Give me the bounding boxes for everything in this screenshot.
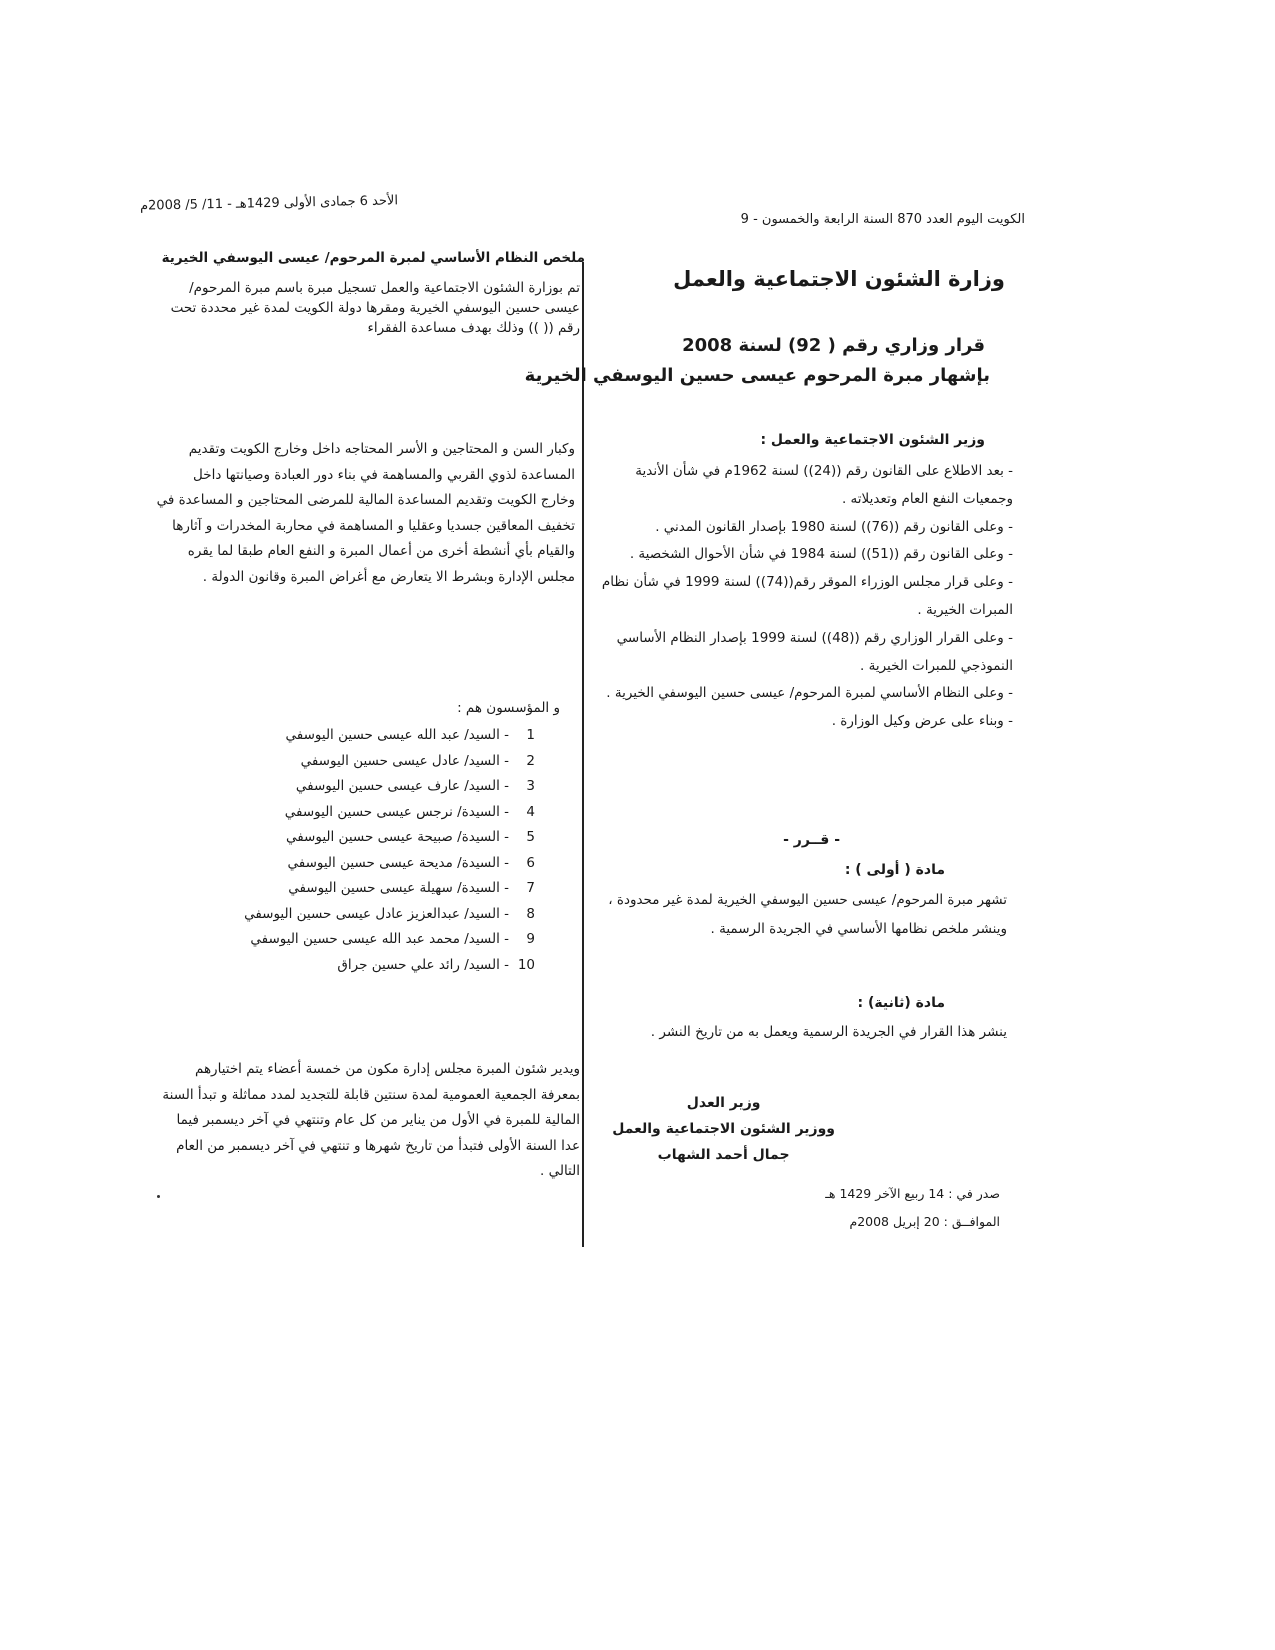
list-item: 8- السيد/ عبدالعزيز عادل عيسى حسين اليوسفي — [244, 905, 535, 922]
preamble-clause: - وعلى القانون رقم ((76)) لسنة 1980 بإصدار القانون المدني . — [655, 518, 1013, 535]
list-item: 6- السيدة/ مديحة عيسى حسين اليوسفي — [287, 854, 535, 871]
issue-date-hijri: صدر في : 14 ربيع الآخر 1429 هـ — [825, 1186, 1000, 1201]
article-2-body: ينشر هذا القرار في الجريدة الرسمية ويعمل به من تاريخ النشر . — [650, 1024, 1007, 1040]
header-issue-info: الكويت اليوم العدد 870 السنة الرابعة والخمسون - 9 — [740, 212, 1025, 227]
preamble-clause: - وعلى النظام الأساسي لمبرة المرحوم/ عيسى حسين اليوسفي الخيرية . — [606, 685, 1013, 702]
decision-title: قرار وزاري رقم ( 92) لسنة 2008 — [682, 335, 985, 356]
signature-title-2: ووزير الشئون الاجتماعية والعمل — [612, 1121, 835, 1137]
preamble-clause: - وعلى القانون رقم ((51)) لسنة 1984 في شأن الأحوال الشخصية . — [629, 546, 1013, 563]
issue-date-gregorian: الموافــق : 20 إبريل 2008م — [849, 1214, 1000, 1229]
list-item: 1- السيد/ عبد الله عيسى حسين اليوسفي — [285, 727, 535, 743]
summary-purposes: وكبار السن و المحتاجين و الأسر المحتاجه داخل وخارج الكويت وتقديم المساعدة لذوي القربي والمساهمة في بناء دور العبادة وصيانتها داخل وخارج الكويت وتقديم المساعدة المالية للمرضى المحتاجين و المساعدة في تخفيف المعاقين جسديا وعقليا و المساهمة في محاربة المخدرات و آثارها والقيام بأي أنشطة أخرى من أعمال المبرة و النفع العام طبقا لما يقره مجلس الإدارة وبشرط الا يتعارض مع أغراض المبرة وقانون الدولة . — [156, 441, 575, 585]
minister-heading: وزير الشئون الاجتماعية والعمل : — [760, 432, 985, 448]
list-item: 10- السيد/ رائد علي حسين جراق — [337, 956, 535, 973]
founders-list — [244, 723, 535, 978]
signatory-name: جمال أحمد الشهاب — [657, 1147, 790, 1163]
list-item: 2- السيد/ عادل عيسى حسين اليوسفي — [300, 752, 535, 769]
list-item: 5- السيدة/ صبيحة عيسى حسين اليوسفي — [285, 829, 535, 845]
list-item: 9- السيد/ محمد عبد الله عيسى حسين اليوسفي — [250, 931, 535, 947]
preamble — [598, 458, 1013, 736]
article-2-heading: مادة (ثانية) : — [857, 995, 945, 1011]
ministry-name: وزارة الشئون الاجتماعية والعمل — [673, 267, 1005, 291]
preamble-clause: - وبناء على عرض وكيل الوزارة . — [831, 713, 1013, 730]
decision-subtitle: بإشهار مبرة المرحوم عيسى حسين اليوسفي الخيرية — [524, 365, 990, 386]
column-divider — [582, 262, 584, 1247]
list-item: 7- السيدة/ سهيلة عيسى حسين اليوسفي — [288, 880, 535, 896]
preamble-clause: - بعد الاطلاع على القانون رقم ((24)) لسنة 1962م في شأن الأندية وجمعيات النفع العام وتعديلاته . — [635, 463, 1013, 507]
founders-heading: و المؤسسون هم : — [457, 700, 560, 716]
summary-intro: تم بوزارة الشئون الاجتماعية والعمل تسجيل مبرة باسم مبرة المرحوم/ عيسى حسين اليوسفي الخيرية ومقرها دولة الكويت لمدة غير محددة تحت رقم (( )) وذلك بهدف مساعدة الفقراء — [170, 280, 580, 336]
summary-board: ويدير شئون المبرة مجلس إدارة مكون من خمسة أعضاء يتم اختيارهم بمعرفة الجمعية العمومية لمدة سنتين قابلة للتجديد لمدد مماثلة و تبدأ السنة المالية للمبرة في الأول من يناير من كل عام وتنتهي في آخر ديسمبر فيما عدا السنة الأولى فتبدأ من تاريخ شهرها و تنتهي في آخر ديسمبر من العام التالي . — [162, 1061, 580, 1179]
scan-speck — [157, 1195, 160, 1198]
article-1-heading: مادة ( أولى ) : — [844, 862, 945, 878]
list-item: 4- السيدة/ نرجس عيسى حسين اليوسفي — [284, 803, 535, 820]
signature-block — [612, 1090, 835, 1168]
signature-title: وزير العدل — [686, 1095, 761, 1111]
preamble-clause: - وعلى القرار الوزاري رقم ((48)) لسنة 1999 بإصدار النظام الأساسي النموذجي للمبرات الخيرية . — [616, 629, 1013, 674]
preamble-clause: - وعلى قرار مجلس الوزراء الموقر رقم((74)) لسنة 1999 في شأن نظام المبرات الخيرية . — [601, 574, 1013, 618]
header-date: الأحد 6 جمادى الأولى 1429هـ - 11/ 5/ 2008م — [139, 193, 399, 214]
article-1-body: تشهر مبرة المرحوم/ عيسى حسين اليوسفي الخيرية لمدة غير محدودة ، وينشر ملخص نظامها الأساسي في الجريدة الرسمية . — [608, 892, 1007, 937]
summary-title: ملخص النظام الأساسي لمبرة المرحوم/ عيسى اليوسفي الخيرية — [161, 250, 585, 266]
list-item: 3- السيد/ عارف عيسى حسين اليوسفي — [295, 778, 535, 794]
issue-dates — [825, 1180, 1000, 1236]
decides-label: - قــرر - — [783, 832, 840, 848]
